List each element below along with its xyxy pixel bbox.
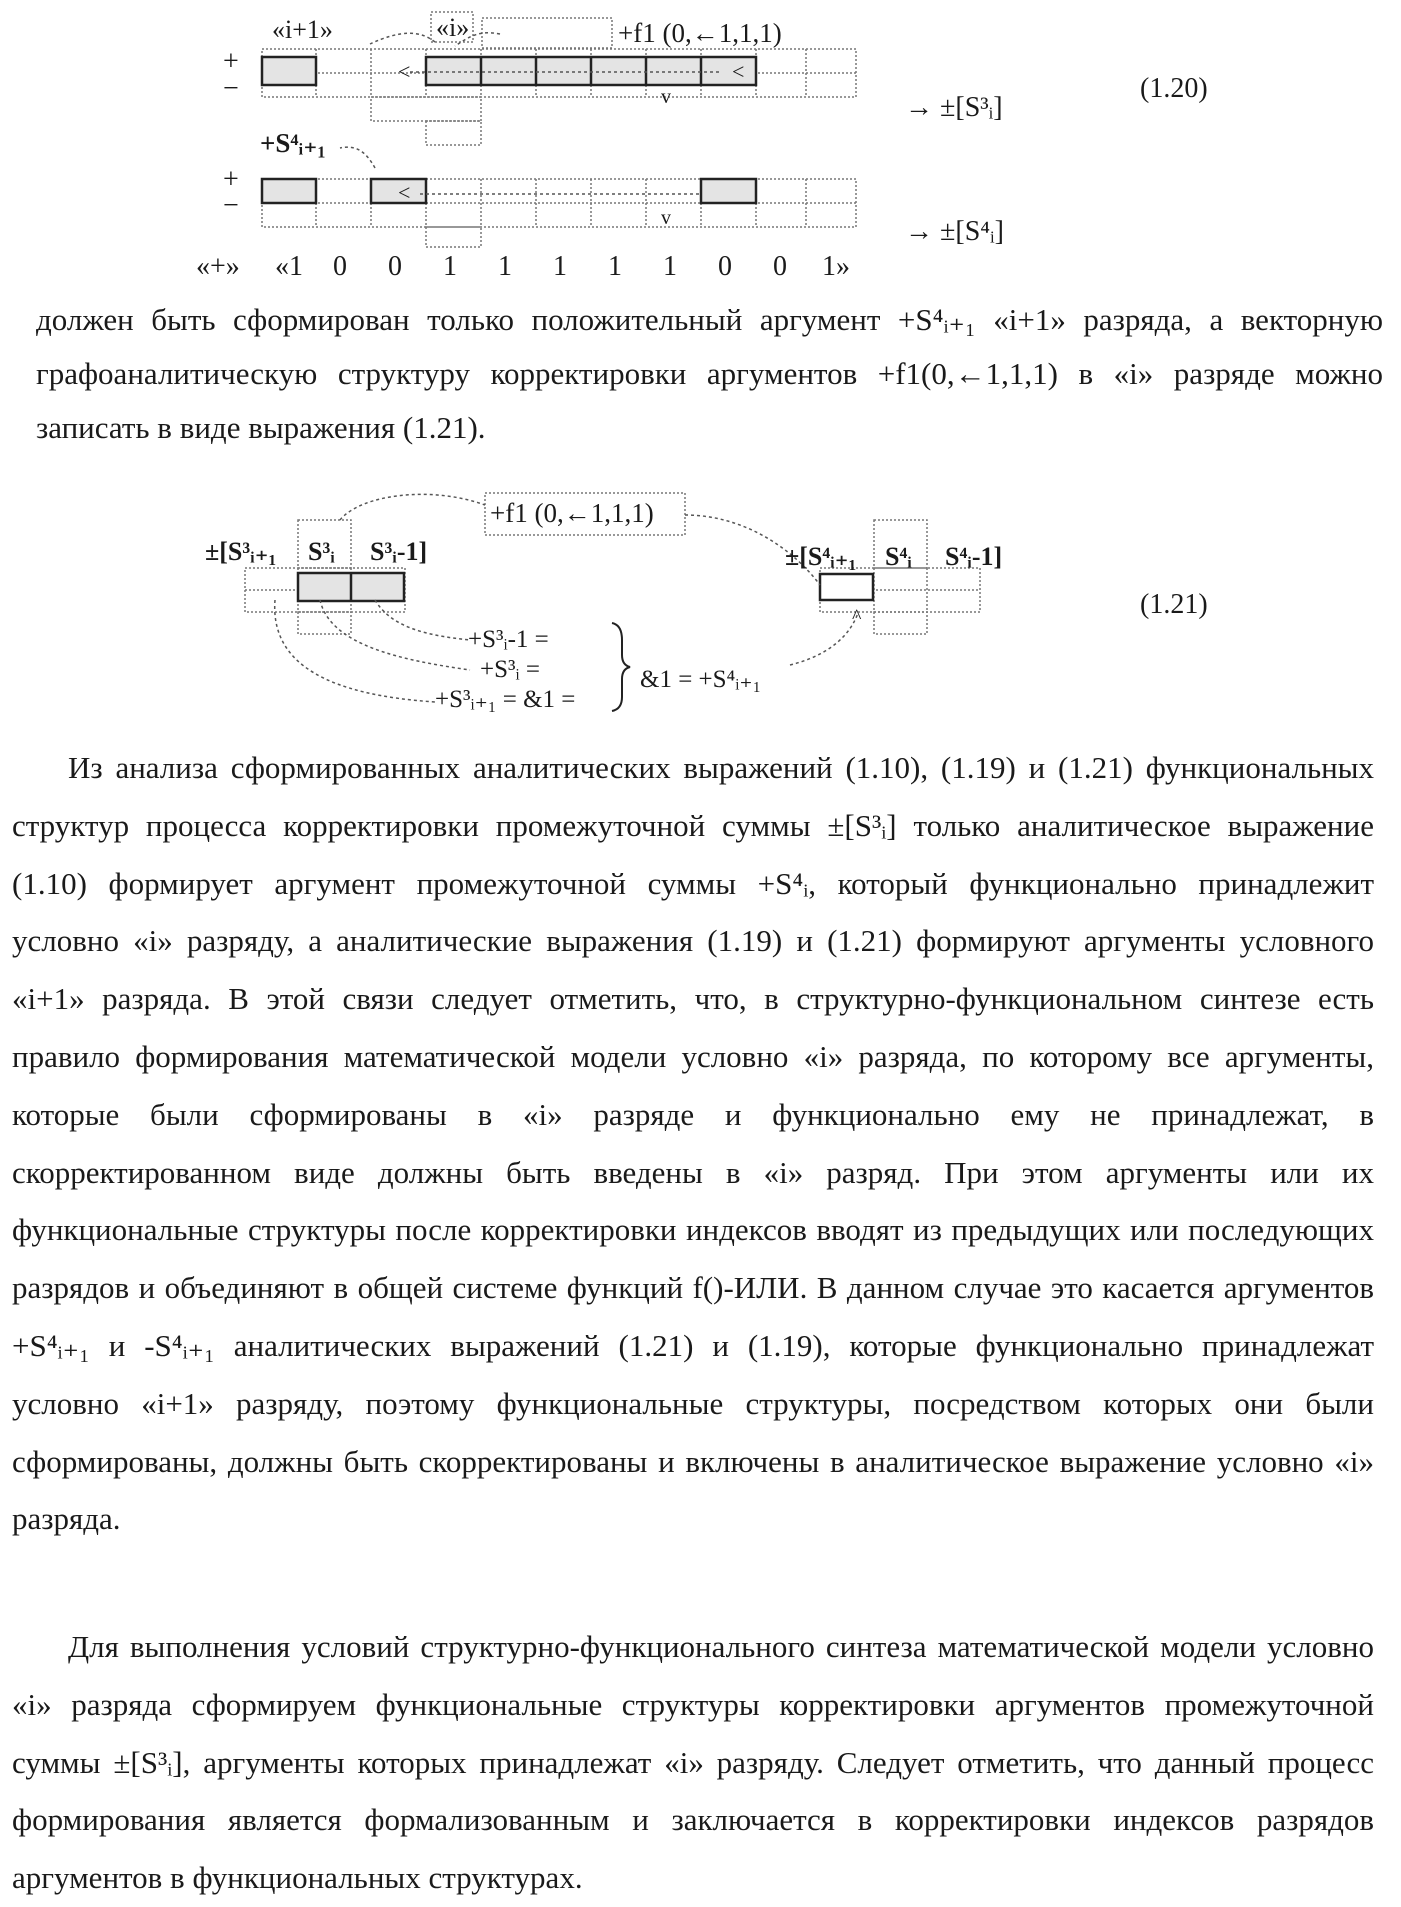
right-label-c: S⁴ᵢ-1] bbox=[945, 542, 1002, 571]
diagram-1-21 bbox=[0, 465, 1401, 735]
bit-3: 1 bbox=[443, 251, 457, 282]
arrow-down-2: v bbox=[661, 207, 671, 229]
bit-9: 0 bbox=[773, 251, 787, 282]
arrow-up: ^ bbox=[852, 606, 862, 628]
eq-line-2: +S³ᵢ = bbox=[480, 656, 540, 683]
diagram-1-20 bbox=[0, 0, 1401, 290]
label-i: «i» bbox=[436, 13, 469, 42]
bit-7: 1 bbox=[663, 251, 677, 282]
bits-prefix: «+» bbox=[196, 251, 240, 282]
paragraph-2 bbox=[12, 739, 1374, 1548]
left-label-b: S³ᵢ bbox=[308, 537, 335, 566]
document-page bbox=[0, 0, 1401, 1905]
paragraph-3-text: Для выполнения условий структурно-функционального синтеза математической модели условно «i» разряда сформируем функциональные структуры корректировки аргументов промежуточной суммы ±[S³ᵢ], аргументы которых принадлежат «i» разряду. Следует отметить, что данный процесс формирования является формализованным и заключается в корректировки индексов разрядов аргументов в функциональных структурах. bbox=[12, 1629, 1374, 1895]
label-i-plus-1: «i+1» bbox=[272, 15, 333, 44]
paragraph-3 bbox=[12, 1618, 1374, 1907]
eq-line-3: +S³ᵢ₊₁ = &1 = bbox=[435, 686, 575, 713]
paragraph-1: должен быть сформирован только положительный аргумент +S⁴ᵢ₊₁ «i+1» разряда, а векторную графоаналитическую структуру корректировки аргументов +f1(0,←1,1,1) в «i» разряде можно записать в виде выражения (1.21). bbox=[36, 293, 1383, 455]
right-label-a: ±[S⁴ᵢ₊₁ bbox=[785, 542, 856, 571]
plus-sign-2: + bbox=[223, 164, 239, 195]
bit-0: «1 bbox=[275, 251, 303, 282]
paragraph-2-text: Из анализа сформированных аналитических выражений (1.10), (1.19) и (1.21) функциональных структур процесса корректировки промежуточной суммы ±[S³ᵢ] только аналитическое выражение (1.10) формирует аргумент промежуточной суммы +S⁴ᵢ, который функционально принадлежит условно «i» разряду, а аналитические выражения (1.19) и (1.21) формируют аргументы условного «i+1» разряда. В этой связи следует отметить, что, в структурно-функциональном синтезе есть правило формирования математической модели условно «i» разряда, по которому все аргументы, которые были сформированы в «i» разряде и функционально ему не принадлежат, в скорректированном виде должны быть введены в «i» разряд. При этом аргументы или их функциональные структуры после корректировки индексов вводят из предыдущих или последующих разрядов и объединяют в общей системе функций f()-ИЛИ. В данном случае это касается аргументов +S⁴ᵢ₊₁ и -S⁴ᵢ₊₁ аналитических выражений (1.21) и (1.19), которые функционально принадлежат условно «i+1» разряду, поэтому функциональные структуры, посредством которых они были сформированы, должны быть скорректированы и включены в аналитическое выражение условно «i» разряда. bbox=[12, 750, 1374, 1536]
bit-5: 1 bbox=[553, 251, 567, 282]
left-label-c: S³ᵢ-1] bbox=[370, 537, 427, 566]
label-s4-i1: +S⁴ᵢ₊₁ bbox=[260, 128, 326, 158]
plus-sign: + bbox=[223, 46, 239, 77]
bit-6: 1 bbox=[608, 251, 622, 282]
arrow-left-3: < bbox=[398, 180, 410, 205]
minus-sign-2: − bbox=[223, 190, 239, 221]
left-label-a: ±[S³ᵢ₊₁ bbox=[205, 537, 276, 566]
result-s3: → ±[S³ᵢ] bbox=[905, 92, 1003, 123]
curly-brace bbox=[612, 623, 630, 711]
label-f1-2: +f1 (0,←1,1,1) bbox=[490, 498, 654, 528]
eq-result: &1 = +S⁴ᵢ₊₁ bbox=[640, 666, 761, 693]
eq-line-1: +S³ᵢ-1 = bbox=[468, 626, 549, 653]
right-label-b: S⁴ᵢ bbox=[885, 542, 912, 571]
bit-2: 0 bbox=[388, 251, 402, 282]
bit-4: 1 bbox=[498, 251, 512, 282]
label-f1: +f1 (0,←1,1,1) bbox=[618, 18, 782, 48]
result-cell bbox=[820, 574, 873, 600]
minus-sign: − bbox=[223, 73, 239, 104]
arrow-left-1: < bbox=[398, 59, 410, 84]
bit-10: 1» bbox=[822, 251, 850, 282]
eq-number-1-21: (1.21) bbox=[1140, 589, 1208, 620]
result-s4: → ±[S⁴ᵢ] bbox=[905, 216, 1004, 247]
bit-1: 0 bbox=[333, 251, 347, 282]
arrow-left-2: < bbox=[732, 59, 744, 84]
bit-8: 0 bbox=[718, 251, 732, 282]
eq-number-1-20: (1.20) bbox=[1140, 73, 1208, 104]
arrow-down-1: v bbox=[661, 86, 671, 108]
